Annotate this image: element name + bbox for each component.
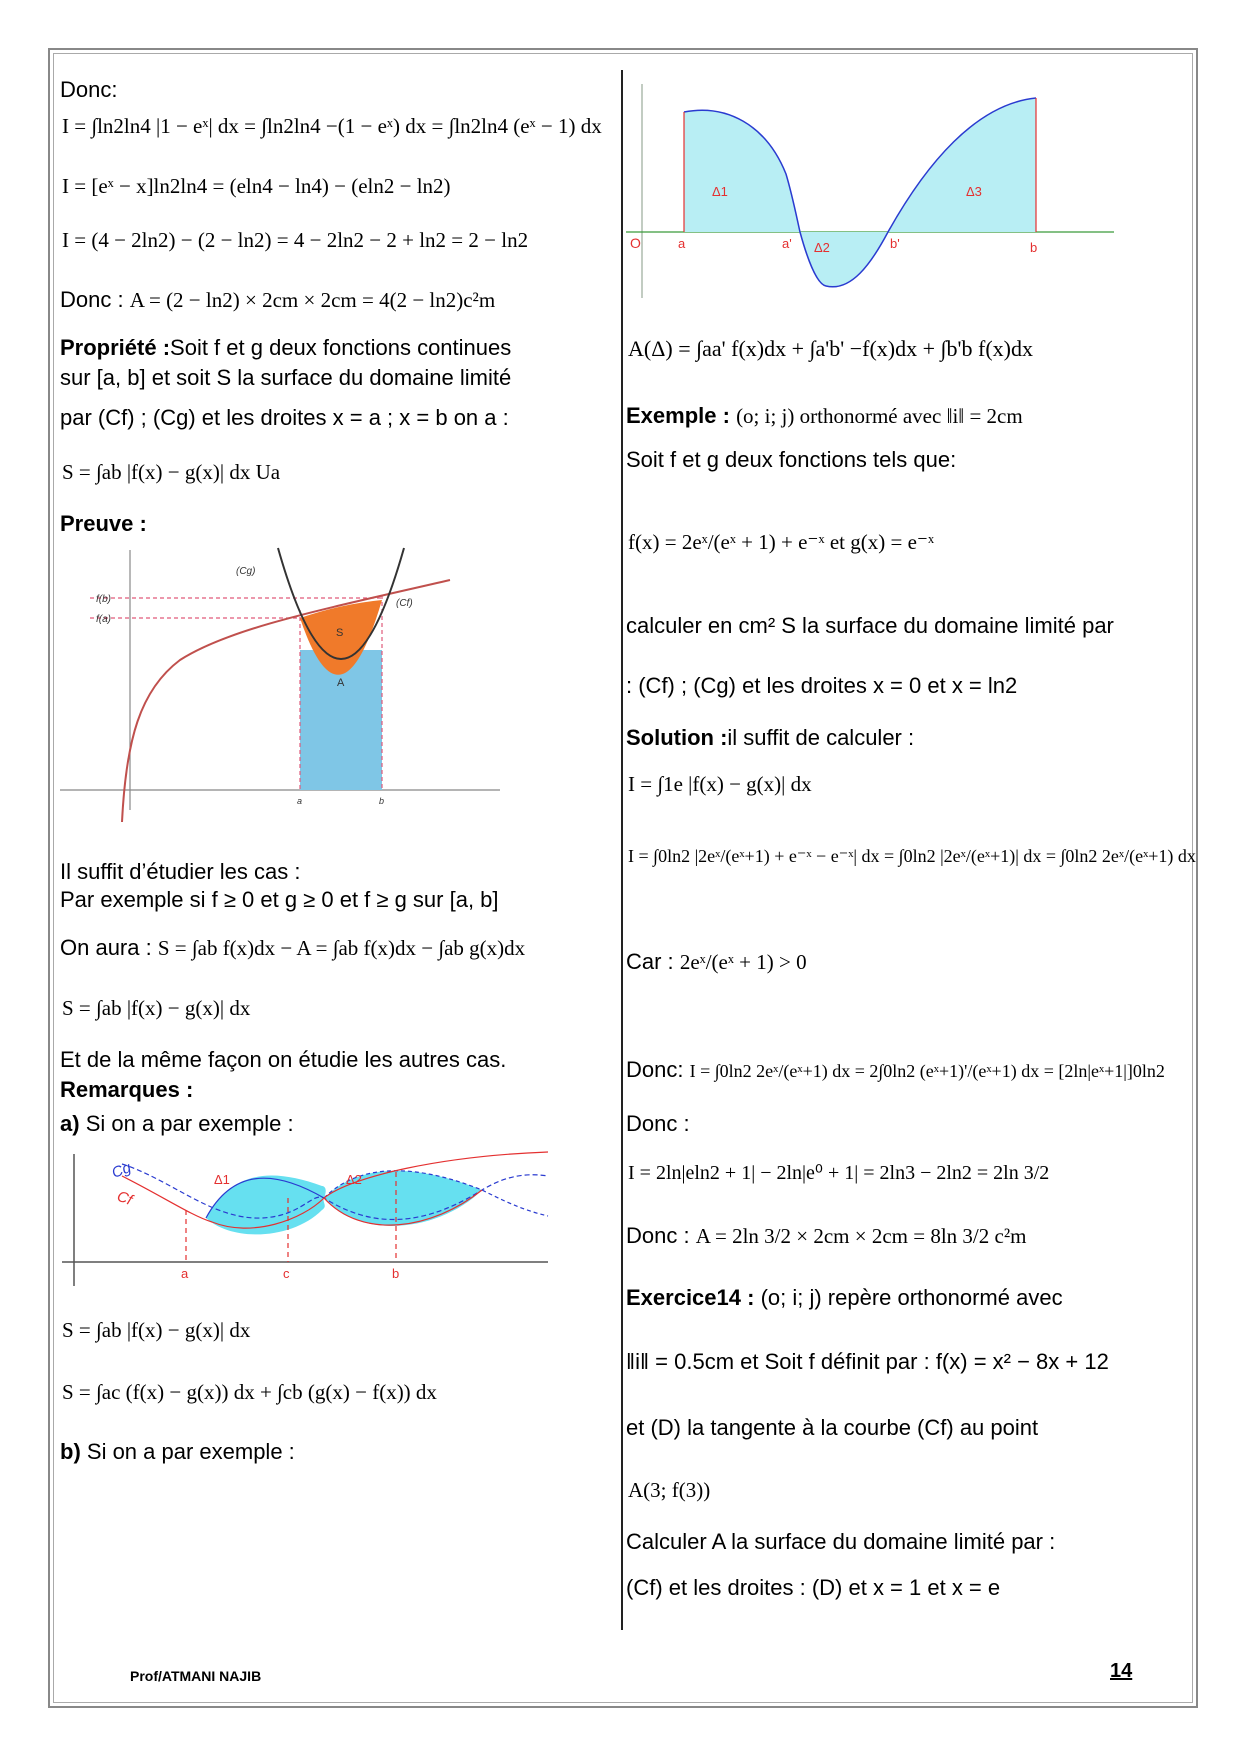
fig3-label-a-prime: a' <box>782 236 792 251</box>
donc-equation-3: I = ∫0ln2 2eˣ/(eˣ+1) dx = 2∫0ln2 (eˣ+1)'/(eˣ+1) dx = [2ln|eˣ+1|]0ln2 <box>689 1061 1165 1081</box>
label-a: a <box>297 796 303 806</box>
propriete-text-3: par (Cf) ; (Cg) et les droites x = a ; x = b on a : <box>60 405 509 430</box>
aura-label: On aura : <box>60 935 152 960</box>
exemple-title: Exemple : <box>626 403 730 428</box>
cas-text-2: Par exemple si f ≥ 0 et g ≥ 0 et f ≥ g sur [a, b] <box>60 887 499 912</box>
area-equation-1: A = (2 − ln2) × 2cm × 2cm = 4(2 − ln2)c²m <box>129 288 496 312</box>
donc-equation-5: A = 2ln 3/2 × 2cm × 2cm = 8ln 3/2 c²m <box>695 1224 1027 1248</box>
fig3-label-a: a <box>678 236 686 251</box>
propriete-text-2: sur [a, b] et soit S la surface du domaine limité <box>60 365 512 390</box>
label-fa: f(a) <box>96 614 111 625</box>
area-figure <box>626 84 1114 300</box>
exercice14-line <box>626 1284 1063 1312</box>
solution-title: Solution : <box>626 725 728 750</box>
remark-equation-2: S = ∫ac (f(x) − g(x)) dx + ∫cb (g(x) − f(x)) dx <box>62 1380 437 1404</box>
propriete-equation: S = ∫ab |f(x) − g(x)| dx Ua <box>62 460 281 484</box>
fig3-label-delta2: Δ2 <box>814 240 830 255</box>
donc-label-2: Donc : <box>60 287 124 312</box>
fig2-label-delta1: Δ1 <box>214 1172 230 1187</box>
propriete-line-1 <box>60 334 511 362</box>
remarque-a-line <box>60 1110 294 1138</box>
preuve-title: Preuve : <box>60 511 147 536</box>
label-b: b <box>379 796 385 806</box>
exercice14-text-1: (o; i; j) repère orthonormé avec <box>760 1285 1063 1310</box>
donc-line-2 <box>60 286 495 314</box>
exercice14-text-4: A(3; f(3)) <box>628 1478 711 1502</box>
remarque-b-text: Si on a par exemple : <box>86 1439 295 1464</box>
label-cf: (Cf) <box>396 598 413 609</box>
fig3-label-delta1: Δ1 <box>712 184 728 199</box>
column-divider <box>621 70 623 1630</box>
solution-text: il suffit de calculer : <box>727 725 915 750</box>
solution-equation-2: I = ∫0ln2 |2eˣ/(eˣ+1) + e⁻ˣ − e⁻ˣ| dx = ∫0ln2 |2eˣ/(eˣ+1)| dx = ∫0ln2 2eˣ/(eˣ+1) dx <box>628 846 1196 866</box>
remark-equation-1: S = ∫ab |f(x) − g(x)| dx <box>62 1318 251 1342</box>
donc-label-3: Donc: <box>626 1057 684 1082</box>
fg-definition: f(x) = 2eˣ/(eˣ + 1) + e⁻ˣ et g(x) = e⁻ˣ <box>628 530 935 554</box>
equation-I-2: I = [eˣ − x]ln2ln4 = (eln4 − ln4) − (eln2 − ln2) <box>62 174 451 198</box>
label-cg: (Cg) <box>236 566 256 577</box>
fig3-label-b-prime: b' <box>890 236 900 251</box>
footer-author: Prof/ATMANI NAJIB <box>130 1668 262 1684</box>
exercice14-title: Exercice14 : <box>626 1285 755 1310</box>
fig2-label-a: a <box>181 1266 189 1281</box>
donc-line-5 <box>626 1222 1026 1250</box>
car-line <box>626 948 807 976</box>
cas-text-1: Il suffit d’étudier les cas : <box>60 859 301 884</box>
page-number: 14 <box>1110 1660 1133 1682</box>
fig3-label-b: b <box>1030 240 1038 255</box>
meme-text: Et de la même façon on étudie les autres cas. <box>60 1047 507 1072</box>
exercice14-text-6: (Cf) et les droites : (D) et x = 1 et x = e <box>626 1575 1001 1600</box>
remarques-title: Remarques : <box>60 1077 194 1102</box>
region-delta1 <box>684 110 800 232</box>
remarque-b-label: b) <box>60 1439 81 1464</box>
car-label: Car : <box>626 949 674 974</box>
fig2-label-cg: Cg <box>109 1159 134 1182</box>
exercice14-text-2: ‖i‖ = 0.5cm et Soit f définit par : f(x) = x² − 8x + 12 <box>626 1349 1109 1374</box>
calc-text-1: calculer en cm² S la surface du domaine limité par <box>626 613 1114 638</box>
calc-text-2: : (Cf) ; (Cg) et les droites x = 0 et x = ln2 <box>626 673 1018 698</box>
fig2-label-b: b <box>392 1266 400 1281</box>
exemple-line <box>626 402 1023 430</box>
equation-I-3: I = (4 − 2ln2) − (2 − ln2) = 4 − 2ln2 − 2 + ln2 = 2 − ln2 <box>62 228 529 252</box>
donc-equation-4: I = 2ln|eln2 + 1| − 2ln|e⁰ + 1| = 2ln3 − 2ln2 = 2ln 3/2 <box>628 1162 1050 1184</box>
donc-label-4: Donc : <box>626 1111 690 1136</box>
donc-label-1: Donc: <box>60 77 118 102</box>
proof-figure <box>60 540 500 830</box>
fig3-label-delta3: Δ3 <box>966 184 982 199</box>
car-equation: 2eˣ/(eˣ + 1) > 0 <box>679 950 807 974</box>
region-delta3 <box>888 98 1036 232</box>
soit-text: Soit f et g deux fonctions tels que: <box>626 447 957 472</box>
solution-line <box>626 724 914 752</box>
aura-equation: S = ∫ab f(x)dx − A = ∫ab f(x)dx − ∫ab g(x)dx <box>157 936 526 960</box>
equation-I-1: I = ∫ln2ln4 |1 − eˣ| dx = ∫ln2ln4 −(1 − eˣ) dx = ∫ln2ln4 (eˣ − 1) dx <box>62 114 602 138</box>
label-fb: f(b) <box>96 594 111 605</box>
propriete-text-1: Soit f et g deux fonctions continues <box>170 335 512 360</box>
fig2-label-delta2: Δ2 <box>346 1172 362 1187</box>
exercice14-text-3: et (D) la tangente à la courbe (Cf) au point <box>626 1415 1039 1440</box>
donc-label-5: Donc : <box>626 1223 690 1248</box>
solution-equation-1: I = ∫1e |f(x) − g(x)| dx <box>628 772 812 796</box>
fig2-label-cf: Cf <box>114 1187 135 1209</box>
label-A: A <box>337 677 345 689</box>
label-S: S <box>336 627 344 639</box>
fig3-label-O: O <box>630 235 641 251</box>
fig2-label-c: c <box>283 1266 290 1281</box>
s-equation: S = ∫ab |f(x) − g(x)| dx <box>62 996 251 1020</box>
exercice14-text-5: Calculer A la surface du domaine limité par : <box>626 1529 1056 1554</box>
aura-line <box>60 934 525 962</box>
exemple-text: (o; i; j) orthonormé avec ‖i‖ = 2cm <box>736 404 1023 428</box>
area-delta-equation: A(Δ) = ∫aa' f(x)dx + ∫a'b' −f(x)dx + ∫b'b f(x)dx <box>628 336 1033 361</box>
remarque-b-line <box>60 1438 295 1466</box>
remark-a-figure <box>62 1150 550 1290</box>
remarque-a-label: a) <box>60 1111 80 1136</box>
propriete-title: Propriété : <box>60 335 171 360</box>
donc-line-3 <box>626 1056 1165 1085</box>
remarque-a-text: Si on a par exemple : <box>85 1111 294 1136</box>
